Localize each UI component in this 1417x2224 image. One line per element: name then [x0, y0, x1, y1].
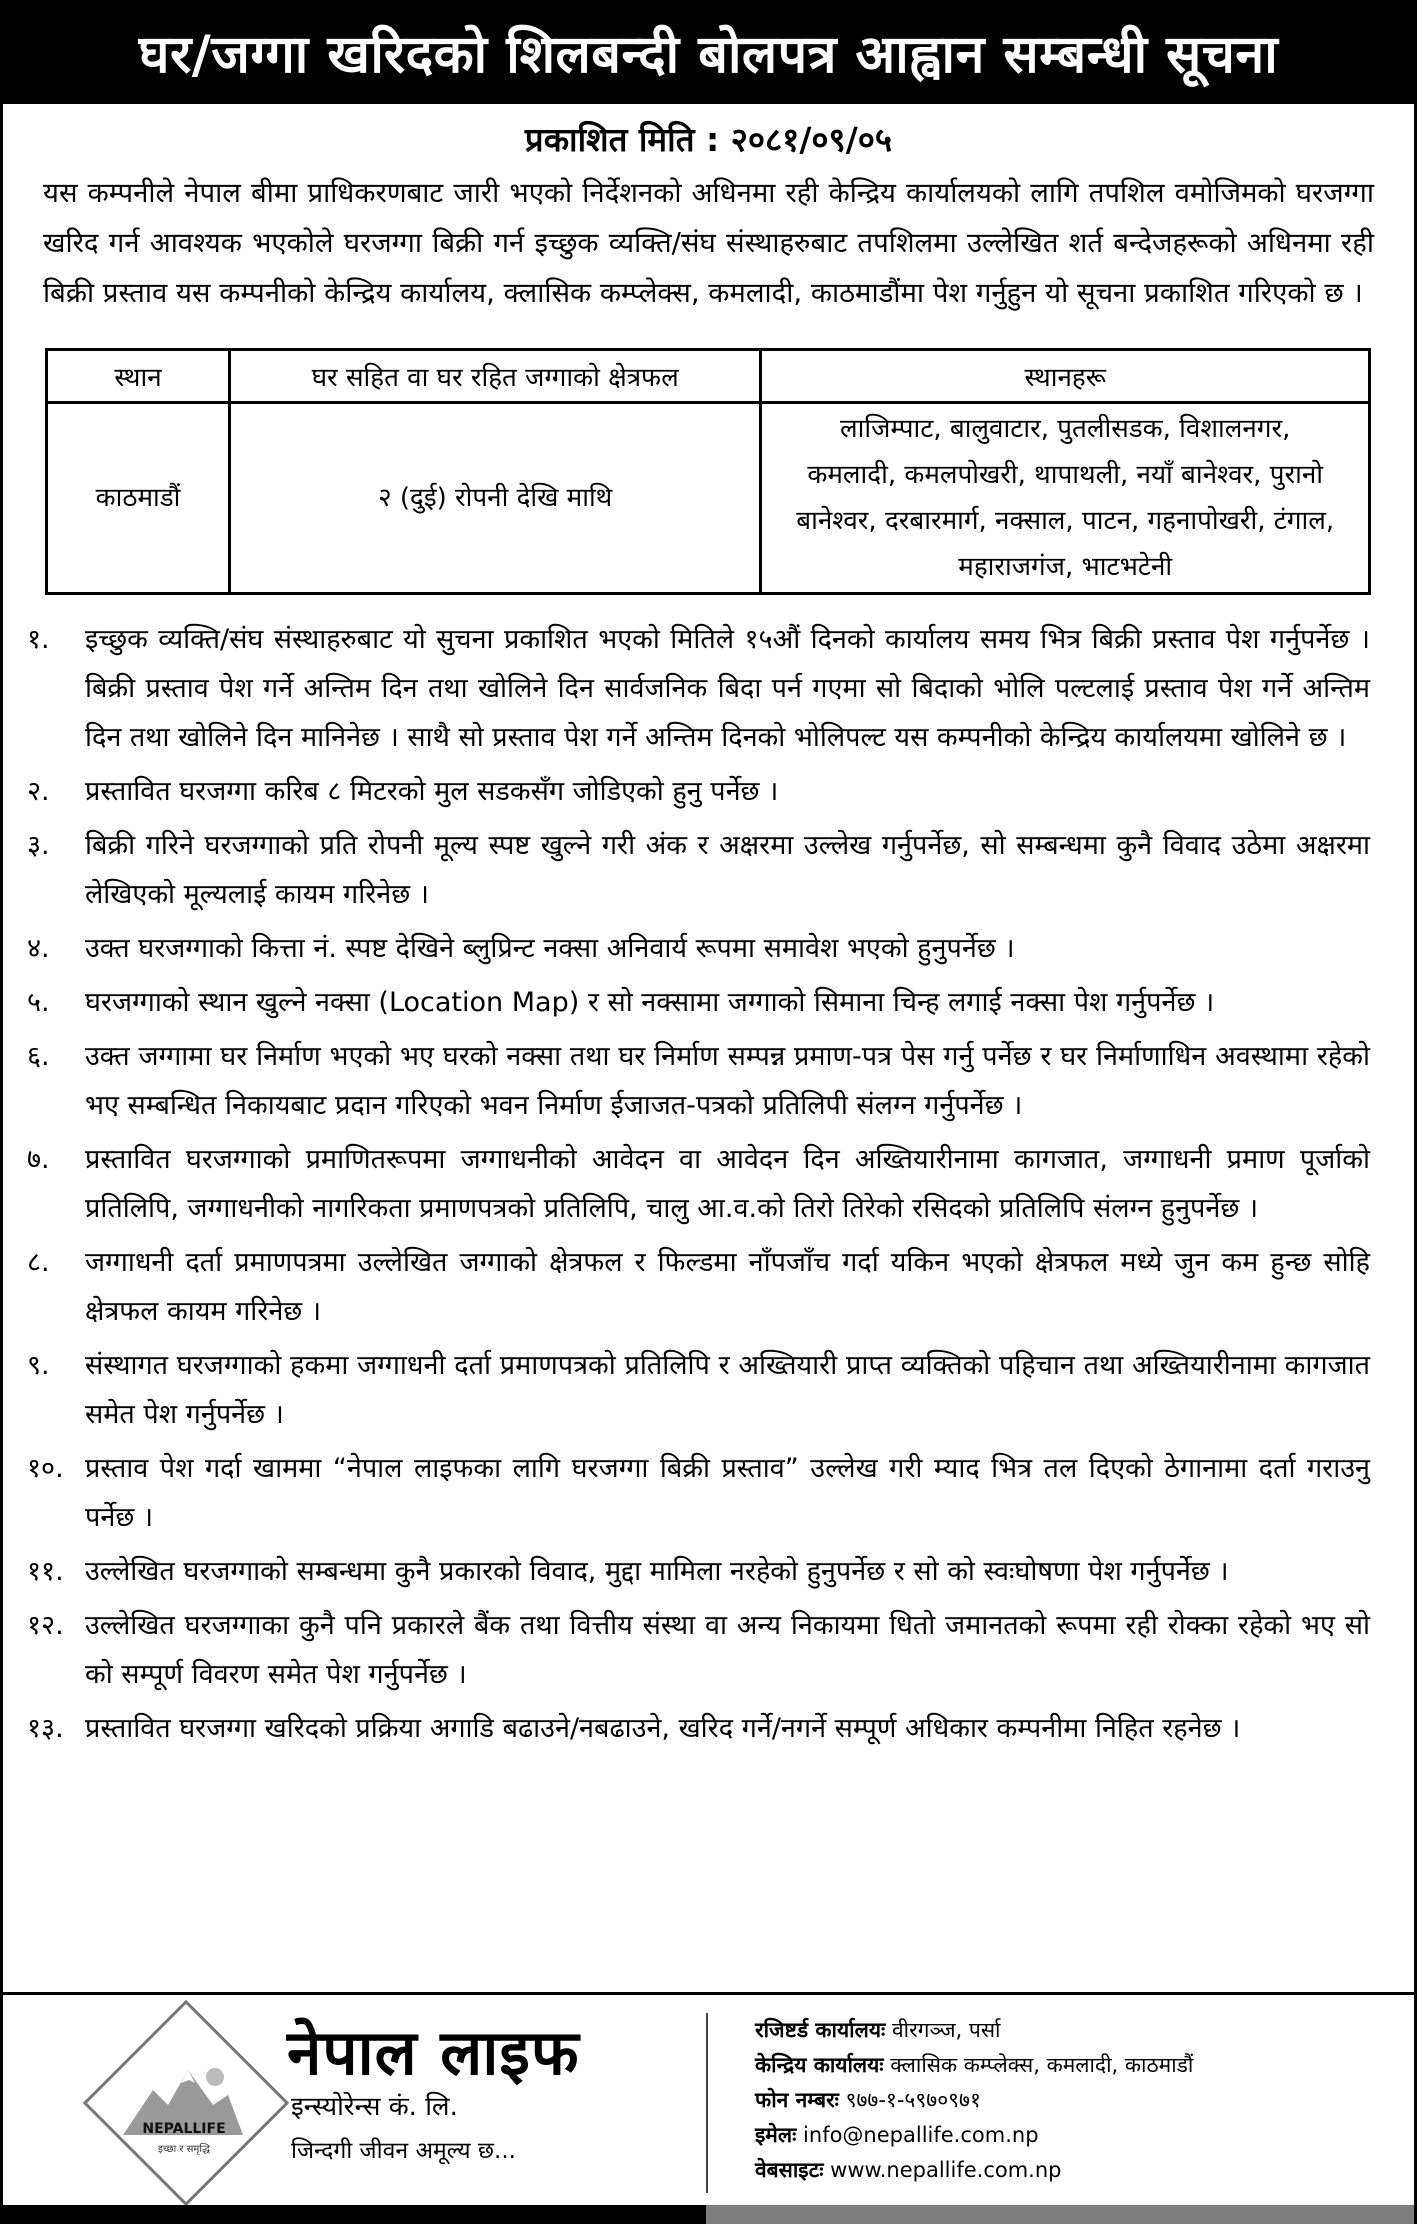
- location-table: [45, 348, 1371, 595]
- table-header-area: घर सहित वा घर रहित जग्गाको क्षेत्रफल: [230, 350, 761, 403]
- brand-tagline: जिन्दगी जीवन अमूल्य छ...: [291, 2138, 516, 2164]
- condition-number: १.: [27, 624, 50, 655]
- condition-text: बिक्री गरिने घरजग्गाको प्रति रोपनी मूल्य स्पष्ट खुल्ने गरी अंक र अक्षरमा उल्लेख गर्नुपर्नेछ, सो सम्बन्धमा कुनै विवाद उठेमा अक्षरमा लेखिएको मूल्यलाई कायम गरिनेछ ।: [85, 830, 1370, 910]
- condition-text: प्रस्तावित घरजग्गा करिब ८ मिटरको मुल सडकसँग जोडिएको हुनु पर्नेछ ।: [85, 776, 779, 807]
- condition-text: उल्लेखित घरजग्गाको सम्बन्धमा कुनै प्रकारको विवाद, मुद्दा मामिला नरहेको हुनुपर्नेछ र सो को स्वःघोषणा पेश गर्नुपर्नेछ ।: [85, 1556, 1229, 1587]
- condition-number: ६.: [27, 1041, 50, 1072]
- list-item: [27, 924, 1370, 973]
- condition-text: प्रस्तावित घरजग्गा खरिदको प्रक्रिया अगाडि बढाउने/नबढाउने, खरिद गर्ने/नगर्ने सम्पूर्ण अधिकार कम्पनीमा निहित रहनेछ ।: [85, 1713, 1241, 1744]
- condition-text: प्रस्ताव पेश गर्दा खाममा “नेपाल लाइफका लागि घरजग्गा बिक्री प्रस्ताव” उल्लेख गरी म्याद भित्र तल दिएको ठेगानामा दर्ता गराउनु पर्नेछ ।: [85, 1453, 1370, 1533]
- condition-text: प्रस्तावित घरजग्गाको प्रमाणितरूपमा जग्गाधनीको आवेदन वा आवेदन दिन अख्तियारीनामा कागजात, जग्गाधनी प्रमाण पूर्जाको प्रतिलिपि, जग्गाधनीको नागरिकता प्रमाणपत्रको प्रतिलिपि, चालु आ.व.को तिरो तिरेको रसिदको प्रतिलिपि संलग्न हुनुपर्नेछ ।: [85, 1144, 1370, 1224]
- intro-paragraph: यस कम्पनीले नेपाल बीमा प्राधिकरणबाट जारी भएको निर्देशनको अधिनमा रही केन्द्रिय कार्यालयको लागि तपशिल वमोजिमको घरजग्गा खरिद गर्न आवश्यक भएकोले घरजग्गा बिक्री गर्न इच्छुक व्यक्ति/संघ संस्थाहरुबाट तपशिलमा उल्लेखित शर्त बन्देजहरूको अधिनमा रही बिक्री प्रस्ताव यस कम्पनीको केन्द्रिय कार्यालय, क्लासिक कम्प्लेक्स, कमलादी, काठमाडौंमा पेश गर्नुहुन यो सूचना प्रकाशित गरिएको छ ।: [43, 177, 1374, 309]
- notice-title-banner: [3, 0, 1414, 104]
- condition-number: १३.: [27, 1713, 64, 1744]
- conditions-list: [27, 615, 1370, 1753]
- condition-text: इच्छुक व्यक्ति/संघ संस्थाहरुबाट यो सुचना प्रकाशित भएको मितिले १५औं दिनको कार्यालय समय भित्र बिक्री प्रस्ताव पेश गर्नुपर्नेछ । बिक्री प्रस्ताव पेश गर्ने अन्तिम दिन तथा खोलिने दिन सार्वजनिक बिदा पर्न गएमा सो बिदाको भोलि पल्टलाई प्रस्ताव पेश गर्ने अन्तिम दिन तथा खोलिने दिन मानिनेछ । साथै सो प्रस्ताव पेश गर्ने अन्तिम दिनको भोलिपल्ट यस कम्पनीको केन्द्रिय कार्यालयमा खोलिने छ ।: [85, 624, 1370, 753]
- list-item: [27, 767, 1370, 816]
- notice-title: घर/जग्गा खरिदको शिलबन्दी बोलपत्र आह्वान सम्बन्धी सूचना: [138, 24, 1279, 85]
- condition-number: ३.: [27, 830, 50, 861]
- brand-subtitle: इन्स्योरेन्स कं. लि.: [291, 2092, 458, 2122]
- phone-number: ९७७-१-५९७०९७१: [845, 2088, 981, 2112]
- brand-name: नेपाल लाइफ: [287, 2016, 580, 2089]
- published-date: प्रकाशित मिति : २०८१/०९/०५: [524, 120, 893, 159]
- contact-label: रजिष्टर्ड कार्यालयः: [755, 2018, 886, 2042]
- contact-label: फोन नम्बरः: [755, 2088, 839, 2112]
- list-item: [27, 1032, 1370, 1130]
- condition-text: घरजग्गाको स्थान खुल्ने नक्सा (Location Map) र सो नक्सामा जग्गाको सिमाना चिन्ह लगाई नक्सा पेश गर्नुपर्नेछ ।: [85, 987, 1215, 1018]
- list-item: [27, 978, 1370, 1027]
- table-header-place: स्थान: [47, 350, 230, 403]
- contact-line: [755, 2153, 1193, 2188]
- condition-number: ८.: [27, 1247, 50, 1278]
- condition-number: १०.: [27, 1453, 64, 1484]
- contact-line: [755, 2083, 1193, 2118]
- table-row: [47, 403, 1370, 594]
- condition-text: उक्त घरजग्गाको कित्ता नं. स्पष्ट देखिने ब्लुप्रिन्ट नक्सा अनिवार्य रूपमा समावेश भएको हुनुपर्नेछ ।: [85, 933, 1015, 964]
- contact-line: [755, 2118, 1193, 2153]
- condition-number: ९.: [27, 1350, 50, 1381]
- registered-office: वीरगञ्ज, पर्सा: [891, 2018, 1001, 2042]
- list-item: [27, 1135, 1370, 1233]
- condition-text: जग्गाधनी दर्ता प्रमाणपत्रमा उल्लेखित जग्गाको क्षेत्रफल र फिल्डमा नाँपजाँच गर्दा यकिन भएको क्षेत्रफल मध्ये जुन कम हुन्छ सोहि क्षेत्रफल कायम गरिनेछ ।: [85, 1247, 1370, 1327]
- condition-text: उक्त जग्गामा घर निर्माण भएको भए घरको नक्सा तथा घर निर्माण सम्पन्न प्रमाण-पत्र पेस गर्नु पर्नेछ र घर निर्माणाधिन अवस्थामा रहेको भए सम्बन्धित निकायबाट प्रदान गरिएको भवन निर्माण ईजाजत-पत्रको प्रतिलिपी संलग्न गर्नुपर्नेछ ।: [85, 1041, 1370, 1121]
- condition-number: १२.: [27, 1610, 64, 1641]
- contact-block: [755, 2013, 1193, 2188]
- contact-line: [755, 2048, 1193, 2083]
- list-item: [27, 1547, 1370, 1596]
- logo-text: NEPALLIFE: [142, 2121, 226, 2137]
- table-cell-place: काठमाडौं: [47, 403, 230, 594]
- condition-text: संस्थागत घरजग्गाको हकमा जग्गाधनी दर्ता प्रमाणपत्रको प्रतिलिपि र अख्तियारी प्राप्त व्यक्तिको पहिचान तथा अख्तियारीनामा कागजात समेत पेश गर्नुपर्नेछ ।: [85, 1350, 1370, 1430]
- contact-label: वेबसाइटः: [755, 2158, 824, 2182]
- list-item: [27, 1444, 1370, 1542]
- list-item: [27, 615, 1370, 762]
- logo-subtext: इच्छा र समृद्धि: [158, 2144, 210, 2155]
- list-item: [27, 1341, 1370, 1439]
- list-item: [27, 1704, 1370, 1753]
- table-cell-locations: लाजिम्पाट, बालुवाटार, पुतलीसडक, विशालनगर, कमलादी, कमलपोखरी, थापाथली, नयाँ बानेश्वर, पुरानो बानेश्वर, दरबारमार्ग, नक्साल, पाटन, गहनापोखरी, टंगाल, महाराजगंज, भाटभटेनी: [761, 403, 1370, 594]
- table-cell-area: २ (दुई) रोपनी देखि माथि: [230, 403, 761, 594]
- bottom-bar-accent: [706, 2205, 1414, 2224]
- footer-divider: [706, 2013, 708, 2193]
- table-header-locations: स्थानहरू: [761, 350, 1370, 403]
- table-header-row: [47, 350, 1370, 403]
- company-footer: [3, 1992, 1414, 2205]
- condition-number: ४.: [27, 933, 50, 964]
- email-link[interactable]: info@nepallife.com.np: [803, 2123, 1039, 2147]
- condition-number: ५.: [27, 987, 50, 1018]
- central-office: क्लासिक कम्प्लेक्स, कमलादी, काठमाडौं: [890, 2053, 1194, 2077]
- contact-label: केन्द्रिय कार्यालयः: [755, 2053, 884, 2077]
- condition-number: ७.: [27, 1144, 50, 1175]
- list-item: [27, 821, 1370, 919]
- condition-text: उल्लेखित घरजग्गाका कुनै पनि प्रकारले बैंक तथा वित्तीय संस्था वा अन्य निकायमा धितो जमानतको रूपमा रही रोक्का रहेको भए सो को सम्पूर्ण विवरण समेत पेश गर्नुपर्नेछ ।: [85, 1610, 1370, 1690]
- list-item: [27, 1601, 1370, 1699]
- website-link[interactable]: www.nepallife.com.np: [830, 2158, 1062, 2182]
- contact-label: इमेलः: [755, 2123, 797, 2147]
- list-item: [27, 1238, 1370, 1336]
- condition-number: ११.: [27, 1556, 64, 1587]
- condition-number: २.: [27, 776, 50, 807]
- contact-line: [755, 2013, 1193, 2048]
